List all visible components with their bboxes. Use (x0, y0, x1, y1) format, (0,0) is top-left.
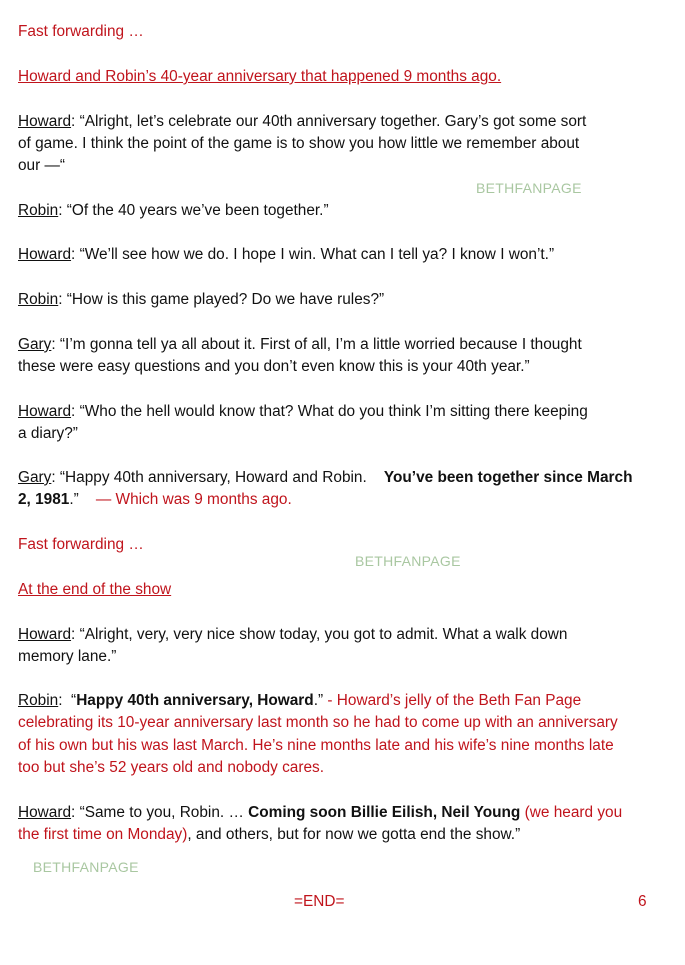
speaker-name: Robin (18, 291, 59, 308)
speaker-name: Howard (18, 113, 72, 130)
speaker-name: Howard (18, 246, 72, 263)
speaker-name: Howard (18, 403, 72, 420)
dialogue-text: “Who the hell would know that? What do you think I’m sitting there keeping (79, 403, 588, 420)
dialogue-text: .” (69, 491, 79, 508)
dialogue-bold-text: Coming soon Billie Eilish, Neil Young (248, 804, 521, 821)
dialogue-bold-text: 2, 1981 (18, 491, 70, 508)
speaker-name: Howard (18, 626, 72, 643)
dialogue-text: “Alright, very, very nice show today, you got to admit. What a walk down (79, 626, 568, 643)
page-number: 6 (638, 893, 647, 910)
speaker-name: Gary (18, 469, 52, 486)
dialogue-text: these were easy questions and you don’t even know this is your 40th year.” (18, 358, 530, 375)
watermark-text: BETHFANPAGE (476, 180, 582, 196)
dialogue-text: .” (313, 692, 324, 709)
commentary-text: - Howard’s jelly of the Beth Fan Page (327, 692, 582, 709)
speaker-name: Gary (18, 336, 52, 353)
speaker-name: Howard (18, 804, 72, 821)
commentary-text: — Which was 9 months ago. (95, 491, 292, 508)
dialogue-text: memory lane.” (18, 648, 117, 665)
fast-forwarding-note: Fast forwarding … (18, 536, 144, 553)
dialogue-howard-2: Howard: “We’ll see how we do. I hope I win. What can I tell ya? I know I won’t.” (18, 246, 555, 263)
dialogue-text: , and others, but for now we gotta end the show.” (187, 826, 521, 843)
dialogue-text: “ (71, 692, 77, 709)
section-heading-anniversary: Howard and Robin’s 40-year anniversary that happened 9 months ago. (18, 68, 502, 85)
fast-forwarding-note: Fast forwarding … (18, 23, 144, 40)
dialogue-text: “Alright, let’s celebrate our 40th anniversary together. Gary’s got some sort (79, 113, 587, 130)
speaker-name: Robin (18, 692, 59, 709)
dialogue-robin-2: Robin: “How is this game played? Do we have rules?” (18, 291, 385, 308)
speaker-name: Robin (18, 202, 59, 219)
dialogue-text: “We’ll see how we do. I hope I win. What can I tell ya? I know I won’t.” (79, 246, 555, 263)
watermark-text: BETHFANPAGE (355, 553, 461, 569)
dialogue-text: “Happy 40th anniversary, Howard and Robin. (59, 469, 367, 486)
watermark-text: BETHFANPAGE (33, 859, 139, 875)
commentary-text: too but she’s 52 years old and nobody cares. (18, 759, 325, 776)
dialogue-text: a diary?” (18, 425, 78, 442)
dialogue-text: “How is this game played? Do we have rules?” (66, 291, 385, 308)
dialogue-text: “Same to you, Robin. … (79, 804, 249, 821)
dialogue-text: “I’m gonna tell ya all about it. First of all, I’m a little worried because I thought (59, 336, 582, 353)
commentary-text: (we heard you (524, 804, 623, 821)
commentary-text: celebrating its 10-year anniversary last month so he had to come up with an anniversary (18, 714, 618, 731)
commentary-text: of his own but his was last March. He’s nine months late and his wife’s nine months late (18, 737, 614, 754)
document-page: Fast forwarding … Howard and Robin’s 40-year anniversary that happened 9 months ago. Howard: “Alright, let’s celebrate our 40th anniversary together. Gary’s got some sort of game. I think the point of the game is to show you how little we remember about our —“ BETHFANPAGE Robin: “Of the 40 years we’ve been together.” Howard: “We’ll see how we do. I hope I win. What can I tell ya? I know I won’t.” Robin: “How is this game played? Do we have rules?” Gary: “I’m gonna tell ya all about it. First of all, I’m a little worried because I thought these were easy questions and you don’t even know this is your 40th year.” Howard: “Who the hell would know that? What do you think I’m sitting there keeping a diary?” Gary: “Happy 40th anniversary, Howard and Robin. You’ve been together since March 2, 1981.” — Which was 9 months ago. Fast forwarding … BETHFANPAGE At the end of the show Howard: “Alright, very, very nice show today, you got to admit. What a walk down memory lane.” Robin: “Happy 40th anniversary, Howard.” - Howard’s jelly of the Beth Fan Page celebrating its 10-year anniversary last month so he had to come up with an anniversary of his own but his was last March. He’s nine months late and his wife’s nine months late too but she’s 52 years old and nobody cares. Howard: “Same to you, Robin. … Coming soon Billie Eilish, Neil Young (we heard you the first time on Monday), and others, but for now we gotta end the show.” BETHFANPAGE =END= 6 (0, 0, 685, 965)
dialogue-bold-text: Happy 40th anniversary, Howard (76, 692, 314, 709)
dialogue-robin-1: Robin: “Of the 40 years we’ve been together.” (18, 202, 329, 219)
end-marker: =END= (294, 893, 345, 910)
dialogue-bold-text: You’ve been together since March (383, 469, 633, 486)
dialogue-text: our —“ (18, 157, 66, 174)
dialogue-text: of game. I think the point of the game is to show you how little we remember about (18, 135, 580, 152)
commentary-text: the first time on Monday) (18, 826, 188, 843)
section-heading-end-of-show: At the end of the show (18, 581, 172, 598)
dialogue-text: “Of the 40 years we’ve been together.” (66, 202, 329, 219)
